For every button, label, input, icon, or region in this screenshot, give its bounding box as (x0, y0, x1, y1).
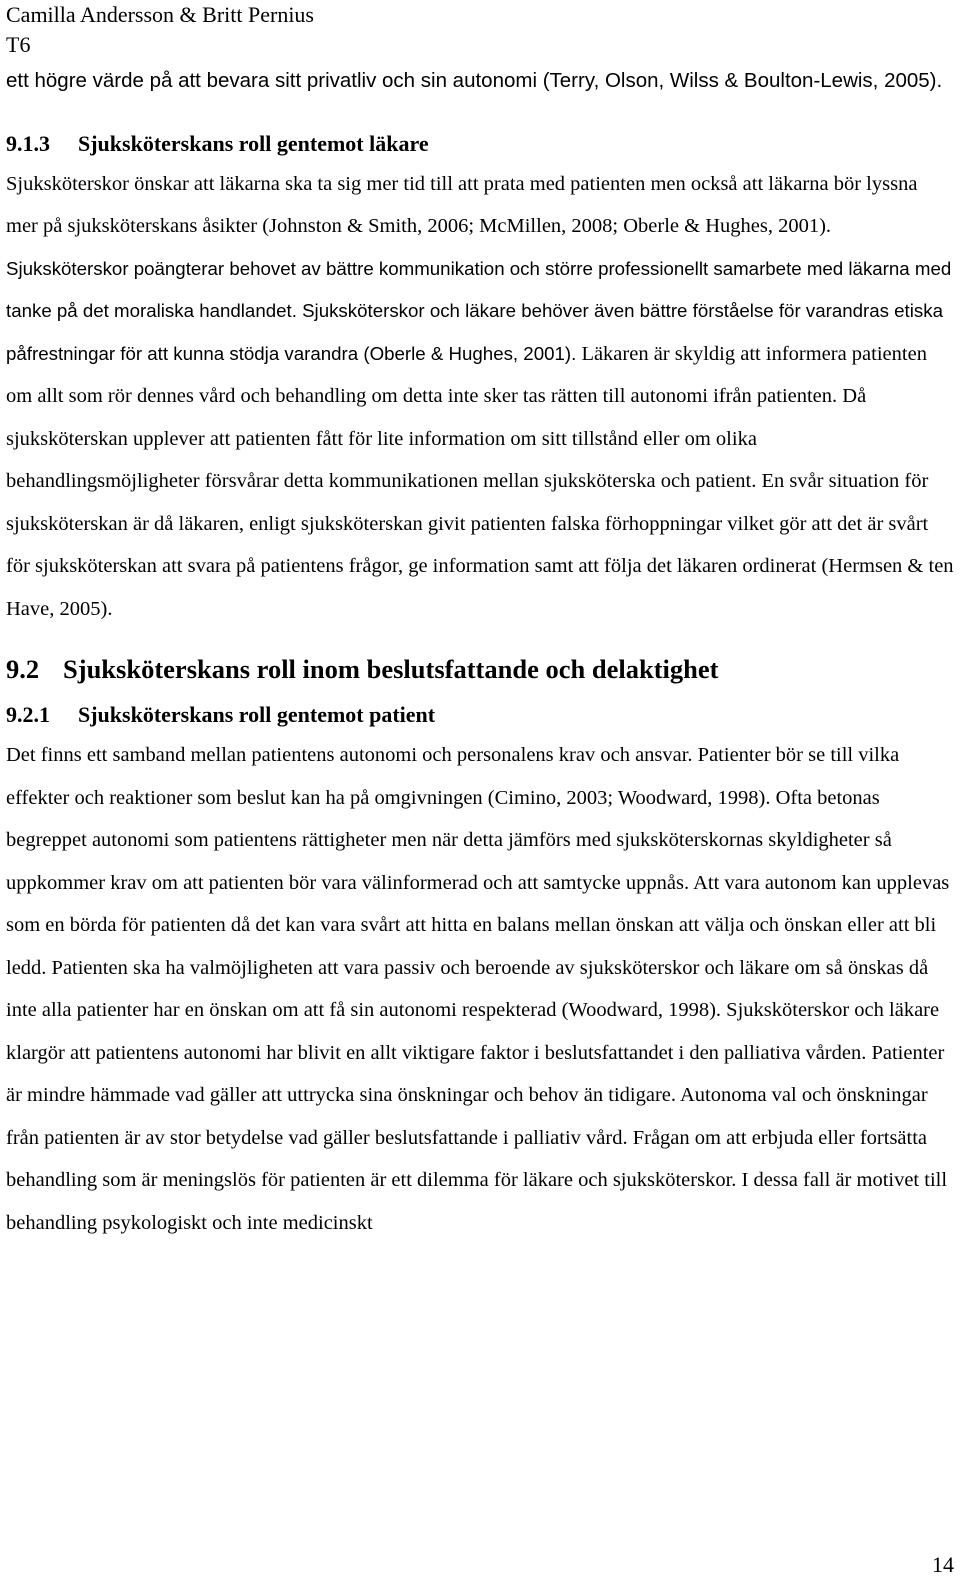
paragraph-text-serif: Sjuksköterskor önskar att läkarna ska ta sig mer tid till att prata med patienten men också att läkarna bör lyssna mer på sjuksköterskans åsikter (Johnston & Smith, 2006; McMillen, 2008; Oberle & Hughes, 2001). (6, 172, 918, 237)
section-title: Sjuksköterskans roll gentemot patient (78, 702, 436, 727)
section-heading-9-2-1 (6, 700, 954, 730)
intro-paragraph: ett högre värde på att bevara sitt privatliv och sin autonomi (Terry, Olson, Wilss & Boulton-Lewis, 2005). (6, 69, 943, 92)
page-number: 14 (932, 1552, 954, 1577)
section-heading-9-1-3 (6, 129, 954, 159)
section-paragraph: Det finns ett samband mellan patientens autonomi och personalens krav och ansvar. Patienter bör se till vilka effekter och reaktioner som beslut kan ha på omgivningen (Cimino, 2003; Woodward, 1998). Ofta betonas begreppet autonomi som patientens rättigheter men när detta jämförs med sjuksköterskornas skyldigheter så uppkommer krav om att patienten bör vara välinformerad och att samtycke uppnås. Att vara autonom kan upplevas som en börda för patienten då det kan vara svårt att hitta en balans mellan önskan att välja och önskan eller att bli ledd. Patienten ska ha valmöjligheten att vara passiv och beroende av sjuksköterskor och läkare om så önskas då inte alla patienter har en önskan om att få sin autonomi respekterad (Woodward, 1998). Sjuksköterskor och läkare klargör att patientens autonomi har blivit en allt viktigare faktor i beslutsfattandet i den palliativa vården. Patienter är mindre hämmade vad gäller att uttrycka sina önskningar och behov än tidigare. Autonoma val och önskningar från patienten är av stor betydelse vad gäller beslutsfattande i palliativ vård. Frågan om att erbjuda eller fortsätta behandling som är meningslös för patienten är ett dilemma för läkare och sjuksköterskor. I dessa fall är motivet till behandling psykologiskt och inte medicinskt (6, 744, 950, 1234)
section-paragraph (6, 163, 954, 631)
paragraph-text-sans: Sjuksköterskor poängterar behovet av bättre kommunikation och större professionellt samarbete med läkarna med tanke på det moraliska handlandet. Sjuksköterskor och läkare behöver även bättre förståelse för varandras etiska påfrestningar för att kunna stödja varandra (Oberle & Hughes, 2001). (6, 257, 952, 364)
section-heading-9-2 (6, 652, 954, 686)
paragraph-text-serif: Läkaren är skyldig att informera patienten om allt som rör dennes vård och behandling om detta inte sker tas rätten till autonomi ifrån patienten. Då sjuksköterskan upplever att patienten fått för lite information om sitt tillstånd eller om olika behandlingsmöjligheter försvårar detta kommunikationen mellan sjuksköterska och patient. En svår situation för sjuksköterskan är då läkaren, enligt sjuksköterskan givit patienten falska förhoppningar vilket gör att det är svårt för sjuksköterskan att svara på patientens frågor, ge information samt att följa det läkaren ordinerat (Hermsen & ten Have, 2005). (6, 342, 954, 620)
document-body (6, 64, 954, 1244)
section-number: 9.1.3 (6, 130, 50, 156)
section-title: Sjuksköterskans roll gentemot läkare (78, 130, 429, 156)
header-authors: Camilla Andersson & Britt Pernius (6, 2, 314, 27)
section-title: Sjuksköterskans roll inom beslutsfattande och delaktighet (63, 654, 719, 684)
header-code: T6 (6, 32, 31, 57)
page-header (6, 0, 314, 60)
section-number: 9.2.1 (6, 702, 50, 727)
section-number: 9.2 (6, 654, 40, 684)
